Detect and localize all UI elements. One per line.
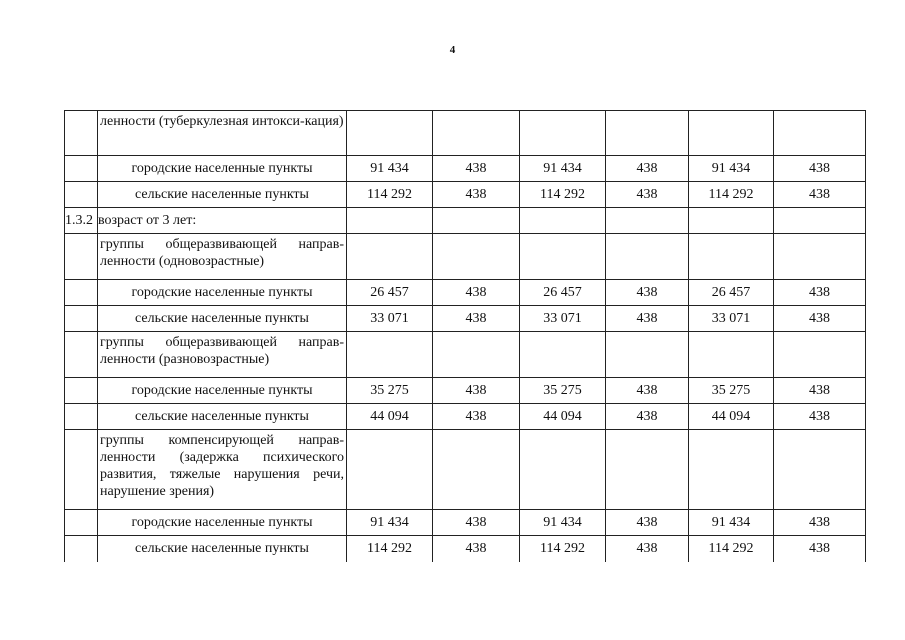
table-row	[65, 332, 866, 378]
value-cell: 438	[606, 156, 689, 182]
value-cell: 114 292	[347, 536, 433, 562]
row-number	[65, 306, 98, 332]
value-cell: 438	[433, 280, 520, 306]
row-number	[65, 182, 98, 208]
value-cell: 114 292	[689, 536, 774, 562]
value-cell: 438	[774, 510, 866, 536]
table-row	[65, 234, 866, 280]
value-cell: 44 094	[689, 404, 774, 430]
row-description: городские населенные пункты	[98, 510, 347, 536]
value-cell: 438	[433, 536, 520, 562]
value-cell: 33 071	[689, 306, 774, 332]
value-cell: 438	[606, 280, 689, 306]
table-row	[65, 111, 866, 156]
row-description: группы общеразвивающей направ-ленности (одновозрастные)	[98, 234, 347, 280]
value-cell	[606, 430, 689, 510]
value-cell	[520, 332, 606, 378]
value-cell: 33 071	[520, 306, 606, 332]
value-cell: 438	[606, 378, 689, 404]
table-row	[65, 536, 866, 562]
value-cell	[520, 208, 606, 234]
value-cell	[774, 208, 866, 234]
value-cell: 438	[774, 306, 866, 332]
value-cell: 35 275	[520, 378, 606, 404]
value-cell: 438	[433, 156, 520, 182]
value-cell: 44 094	[347, 404, 433, 430]
value-cell: 91 434	[689, 510, 774, 536]
value-cell: 91 434	[520, 510, 606, 536]
row-description: возраст от 3 лет:	[98, 208, 347, 234]
value-cell	[347, 332, 433, 378]
value-cell	[606, 332, 689, 378]
value-cell: 114 292	[520, 536, 606, 562]
value-cell: 26 457	[347, 280, 433, 306]
value-cell: 26 457	[520, 280, 606, 306]
value-cell	[520, 430, 606, 510]
row-number	[65, 280, 98, 306]
value-cell	[689, 332, 774, 378]
row-description: городские населенные пункты	[98, 378, 347, 404]
value-cell: 438	[774, 156, 866, 182]
value-cell	[689, 234, 774, 280]
row-description: ленности (туберкулезная интокси-кация)	[98, 111, 347, 156]
value-cell: 438	[774, 404, 866, 430]
value-cell	[433, 332, 520, 378]
value-cell: 438	[774, 378, 866, 404]
value-cell	[606, 208, 689, 234]
value-cell: 438	[606, 404, 689, 430]
value-cell	[774, 111, 866, 156]
value-cell: 91 434	[347, 156, 433, 182]
value-cell	[606, 234, 689, 280]
table-row	[65, 430, 866, 510]
value-cell	[347, 111, 433, 156]
value-cell	[433, 111, 520, 156]
row-number	[65, 378, 98, 404]
value-cell	[689, 111, 774, 156]
value-cell: 91 434	[689, 156, 774, 182]
value-cell: 438	[606, 182, 689, 208]
page-number: 4	[449, 44, 456, 56]
value-cell	[433, 234, 520, 280]
value-cell: 44 094	[520, 404, 606, 430]
row-number: 1.3.2	[65, 208, 98, 234]
value-cell: 114 292	[520, 182, 606, 208]
table-row	[65, 378, 866, 404]
value-cell: 438	[433, 404, 520, 430]
row-description: группы общеразвивающей направ-ленности (разновозрастные)	[98, 332, 347, 378]
row-description: городские населенные пункты	[98, 156, 347, 182]
value-cell	[689, 208, 774, 234]
value-cell	[774, 234, 866, 280]
value-cell	[433, 208, 520, 234]
row-number	[65, 111, 98, 156]
value-cell	[689, 430, 774, 510]
row-description: городские населенные пункты	[98, 280, 347, 306]
value-cell: 33 071	[347, 306, 433, 332]
value-cell: 114 292	[347, 182, 433, 208]
row-number	[65, 234, 98, 280]
value-cell	[347, 234, 433, 280]
value-cell: 438	[606, 306, 689, 332]
row-number	[65, 536, 98, 562]
value-cell	[347, 208, 433, 234]
row-number	[65, 510, 98, 536]
value-cell	[606, 111, 689, 156]
value-cell: 438	[433, 378, 520, 404]
value-cell: 438	[606, 510, 689, 536]
value-cell: 438	[774, 182, 866, 208]
value-cell: 438	[433, 182, 520, 208]
table-row	[65, 182, 866, 208]
value-cell	[774, 430, 866, 510]
value-cell	[520, 111, 606, 156]
value-cell: 35 275	[347, 378, 433, 404]
row-number	[65, 404, 98, 430]
value-cell: 91 434	[520, 156, 606, 182]
row-number	[65, 332, 98, 378]
value-cell	[433, 430, 520, 510]
value-cell: 438	[774, 280, 866, 306]
value-cell: 438	[606, 536, 689, 562]
tariff-table	[64, 110, 866, 562]
value-cell: 114 292	[689, 182, 774, 208]
row-description: сельские населенные пункты	[98, 536, 347, 562]
table-row	[65, 306, 866, 332]
table-row	[65, 404, 866, 430]
row-number	[65, 430, 98, 510]
value-cell: 438	[774, 536, 866, 562]
table-row	[65, 156, 866, 182]
row-description: сельские населенные пункты	[98, 182, 347, 208]
value-cell	[774, 332, 866, 378]
value-cell	[520, 234, 606, 280]
table-row	[65, 208, 866, 234]
value-cell	[347, 430, 433, 510]
value-cell: 35 275	[689, 378, 774, 404]
row-description: группы компенсирующей направ-ленности (задержка психического развития, тяжелые нарушения речи, нарушение зрения)	[98, 430, 347, 510]
table-row	[65, 280, 866, 306]
row-number	[65, 156, 98, 182]
value-cell: 91 434	[347, 510, 433, 536]
row-description: сельские населенные пункты	[98, 404, 347, 430]
value-cell: 438	[433, 306, 520, 332]
table-row	[65, 510, 866, 536]
row-description: сельские населенные пункты	[98, 306, 347, 332]
value-cell: 438	[433, 510, 520, 536]
value-cell: 26 457	[689, 280, 774, 306]
